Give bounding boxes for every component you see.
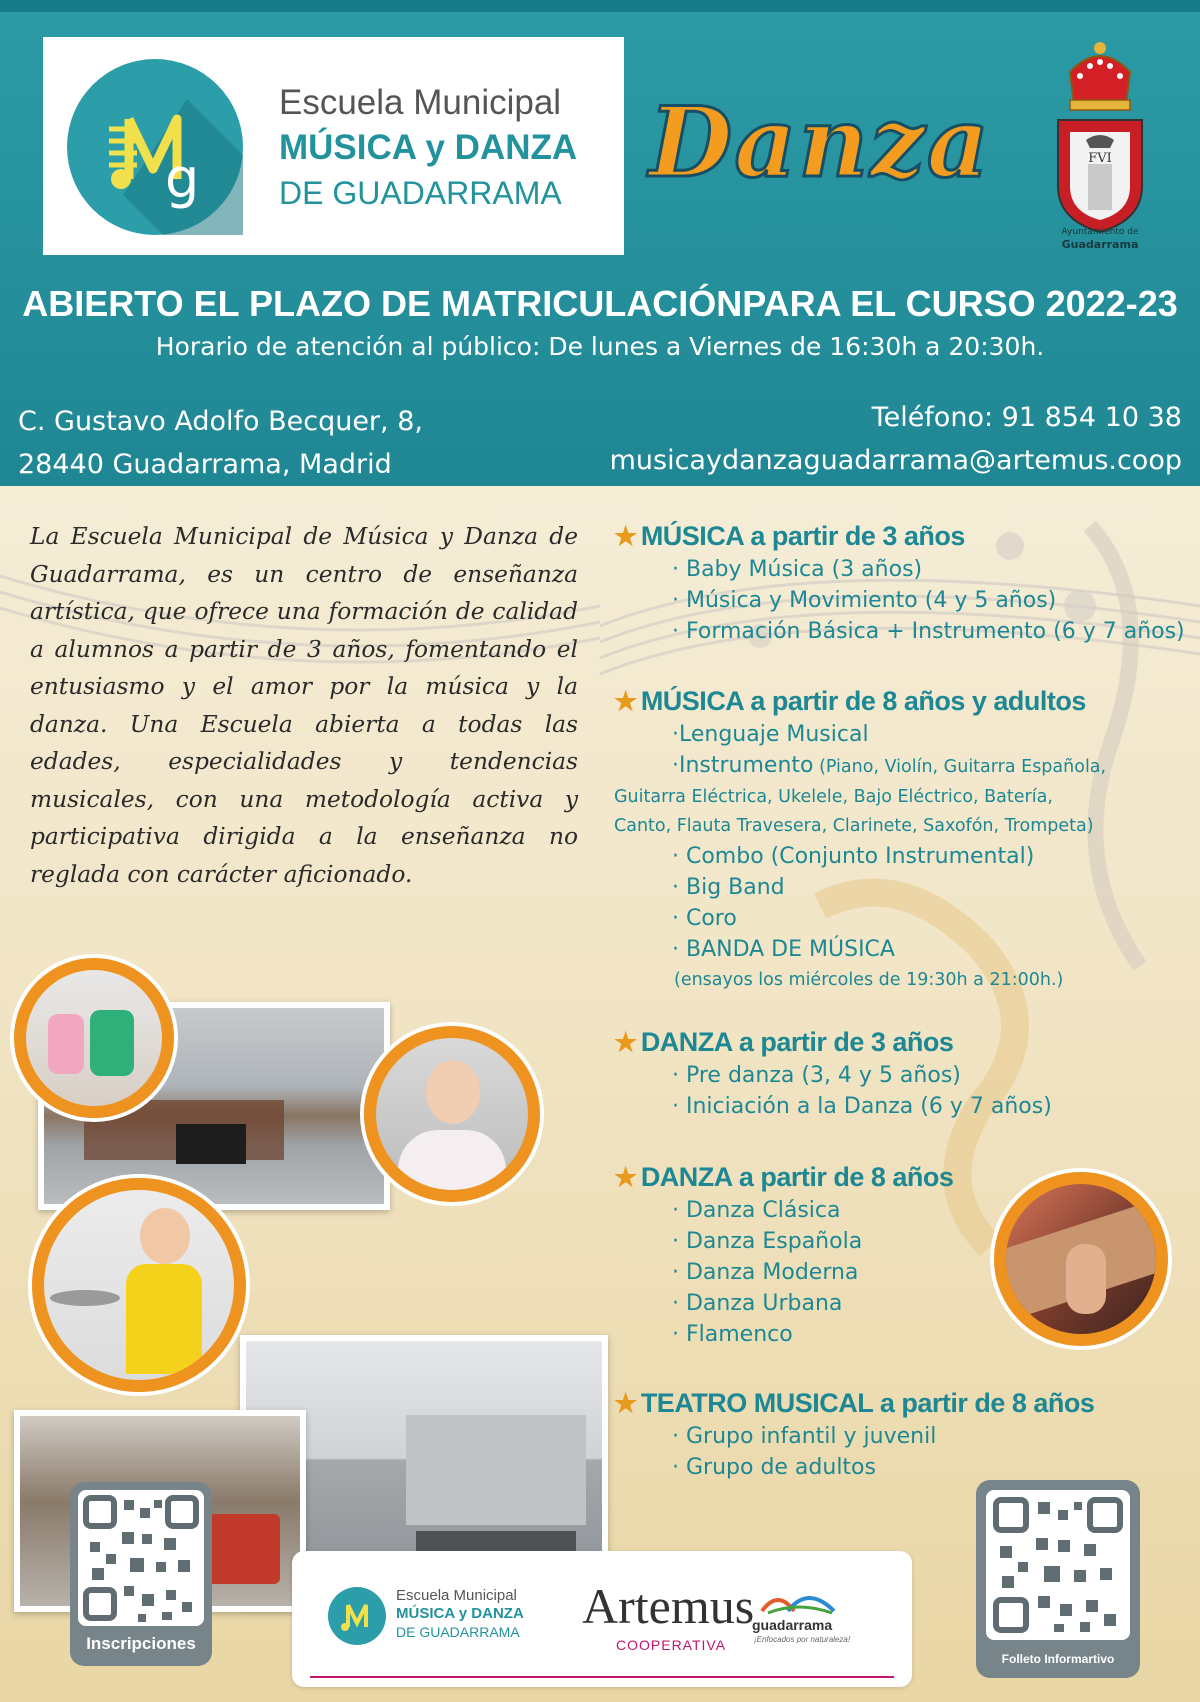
section-title <box>614 1159 953 1195</box>
list-item-instrument <box>614 750 1106 783</box>
list-item: · Danza Española <box>672 1229 863 1254</box>
qr-label-inscripciones: Inscripciones <box>86 1634 196 1653</box>
music-note-icon <box>67 59 243 235</box>
list-item: · Pre danza (3, 4 y 5 años) <box>672 1063 961 1088</box>
section-title-rest: a partir de 8 años <box>731 1162 954 1192</box>
section-title-strong: DANZA <box>640 1162 732 1192</box>
section-title <box>614 683 1106 719</box>
list-item: · Grupo de adultos <box>672 1455 876 1480</box>
headline: ABIERTO EL PLAZO DE MATRICULACIÓNPARA EL CURSO 2022-23 <box>22 283 1178 324</box>
crest-icon <box>1040 36 1160 256</box>
instrument-detail-line-3: Canto, Flauta Travesera, Clarinete, Saxofón, Trompeta) <box>614 816 1094 836</box>
svg-text:g: g <box>165 147 200 210</box>
artemus-sub: COOPERATIVA <box>616 1637 727 1653</box>
star-icon: ★ <box>614 686 637 716</box>
crest-caption-big: Guadarrama <box>1061 238 1139 251</box>
qr-card-folleto[interactable] <box>976 1480 1140 1678</box>
qr-card-inscripciones[interactable] <box>70 1482 212 1666</box>
list-item: · Grupo infantil y juvenil <box>672 1424 937 1449</box>
qr-code-icon[interactable] <box>78 1490 204 1626</box>
footer-school-line-2: MÚSICA y DANZA <box>396 1605 524 1622</box>
footer-school-logo-icon <box>328 1587 386 1645</box>
star-icon: ★ <box>614 1162 637 1192</box>
crest-letters: FVI <box>1088 151 1112 166</box>
list-item: · Danza Urbana <box>672 1291 843 1316</box>
photo-kids-dancing <box>14 958 174 1118</box>
list-item: · Formación Básica + Instrumento (6 y 7 años) <box>672 619 1185 644</box>
list-item: · Baby Música (3 años) <box>672 557 923 582</box>
footer-school-line-3: DE GUADARRAMA <box>396 1624 520 1640</box>
star-icon: ★ <box>614 1027 637 1057</box>
header-top-edge <box>0 0 1200 12</box>
photo-guitar <box>994 1172 1168 1346</box>
qr-label-folleto: Folleto Informartivo <box>1001 1652 1115 1666</box>
instrument-label: ·Instrumento <box>672 753 814 778</box>
section-title-rest: a partir de 8 años y adultos <box>743 686 1086 716</box>
list-item: · Danza Moderna <box>672 1260 859 1285</box>
guadarrama-logo-icon <box>758 1585 838 1615</box>
section-title <box>614 1024 1052 1060</box>
list-item: · Coro <box>672 906 737 931</box>
star-icon: ★ <box>614 1388 637 1418</box>
list-item: · BANDA DE MÚSICA <box>672 937 895 962</box>
list-item: · Combo (Conjunto Instrumental) <box>672 844 1035 869</box>
list-item: · Flamenco <box>672 1322 793 1347</box>
list-item: · Música y Movimiento (4 y 5 años) <box>672 588 1057 613</box>
section-title-strong: DANZA <box>640 1027 732 1057</box>
section-teatro <box>614 1385 1094 1483</box>
artemus-logo: Artemus <box>582 1578 755 1634</box>
address-line-1: C. Gustavo Adolfo Becquer, 8, <box>18 406 423 437</box>
section-danza-8 <box>614 1159 953 1350</box>
photo-girl-ballet <box>364 1026 540 1202</box>
logo-line-1: Escuela Municipal <box>279 83 562 122</box>
footer-sponsors <box>292 1551 912 1687</box>
section-musica-8 <box>614 683 1106 995</box>
section-title <box>614 1385 1094 1421</box>
section-title-rest: a partir de 3 años <box>743 521 965 551</box>
instrument-detail: (Piano, Violín, Guitarra Española, <box>813 757 1107 777</box>
intro-paragraph: La Escuela Municipal de Música y Danza de Guadarrama, es un centro de enseñanza artística, que ofrece una formación de calidad a alumnos a partir de 3 años, fomentando el entusiasmo y el amor por la música y la danza. Una Escuela abierta a todas las edades, especialidades y tendencias musicales, con una metodología activa y participativa dirigida a la enseñanza no reglada con carácter aficionado. <box>30 523 578 888</box>
logo-line-2: MÚSICA y DANZA <box>279 128 578 167</box>
list-item: · Danza Clásica <box>672 1198 841 1223</box>
guadarrama-text: guadarrama <box>752 1617 833 1633</box>
photo-girl-drums <box>32 1178 246 1392</box>
section-title-rest: a partir de 8 años <box>872 1388 1095 1418</box>
star-icon: ★ <box>614 521 637 551</box>
instrument-detail-line-2: Guitarra Eléctrica, Ukelele, Bajo Eléctrico, Batería, <box>614 787 1053 807</box>
section-title-strong: TEATRO MUSICAL <box>640 1388 873 1418</box>
address-line-2: 28440 Guadarrama, Madrid <box>18 449 392 480</box>
list-item: · Iniciación a la Danza (6 y 7 años) <box>672 1094 1052 1119</box>
section-musica-3 <box>614 518 1185 647</box>
schedule: Horario de atención al público: De lunes a Viernes de 16:30h a 20:30h. <box>155 332 1045 361</box>
email-link[interactable]: musicaydanzaguadarrama@artemus.coop <box>609 445 1182 476</box>
page-title: Danza <box>649 86 991 199</box>
list-item: · Big Band <box>672 875 785 900</box>
logo-circle <box>67 59 243 235</box>
section-title-strong: MÚSICA <box>640 686 744 716</box>
rehearsal-note: (ensayos los miércoles de 19:30h a 21:00h.) <box>674 970 1064 990</box>
section-title <box>614 518 1185 554</box>
crest-caption-small: Ayuntamiento de <box>1061 227 1139 237</box>
section-title-rest: a partir de 3 años <box>731 1027 954 1057</box>
guadarrama-tagline: ¡Enfocados por naturaleza! <box>754 1635 851 1644</box>
school-logo <box>43 37 624 255</box>
section-danza-3 <box>614 1024 1052 1122</box>
qr-code-icon[interactable] <box>986 1490 1130 1640</box>
footer-school-text <box>396 1587 524 1641</box>
section-title-strong: MÚSICA <box>640 521 744 551</box>
footer-school-line-1: Escuela Municipal <box>396 1587 517 1604</box>
footer-divider <box>310 1676 894 1678</box>
address <box>18 400 423 486</box>
logo-line-3: DE GUADARRAMA <box>279 175 562 211</box>
contact-info <box>610 396 1182 482</box>
list-item: ·Lenguaje Musical <box>672 722 869 747</box>
phone: Teléfono: 91 854 10 38 <box>871 402 1182 433</box>
logo-text <box>279 81 577 215</box>
